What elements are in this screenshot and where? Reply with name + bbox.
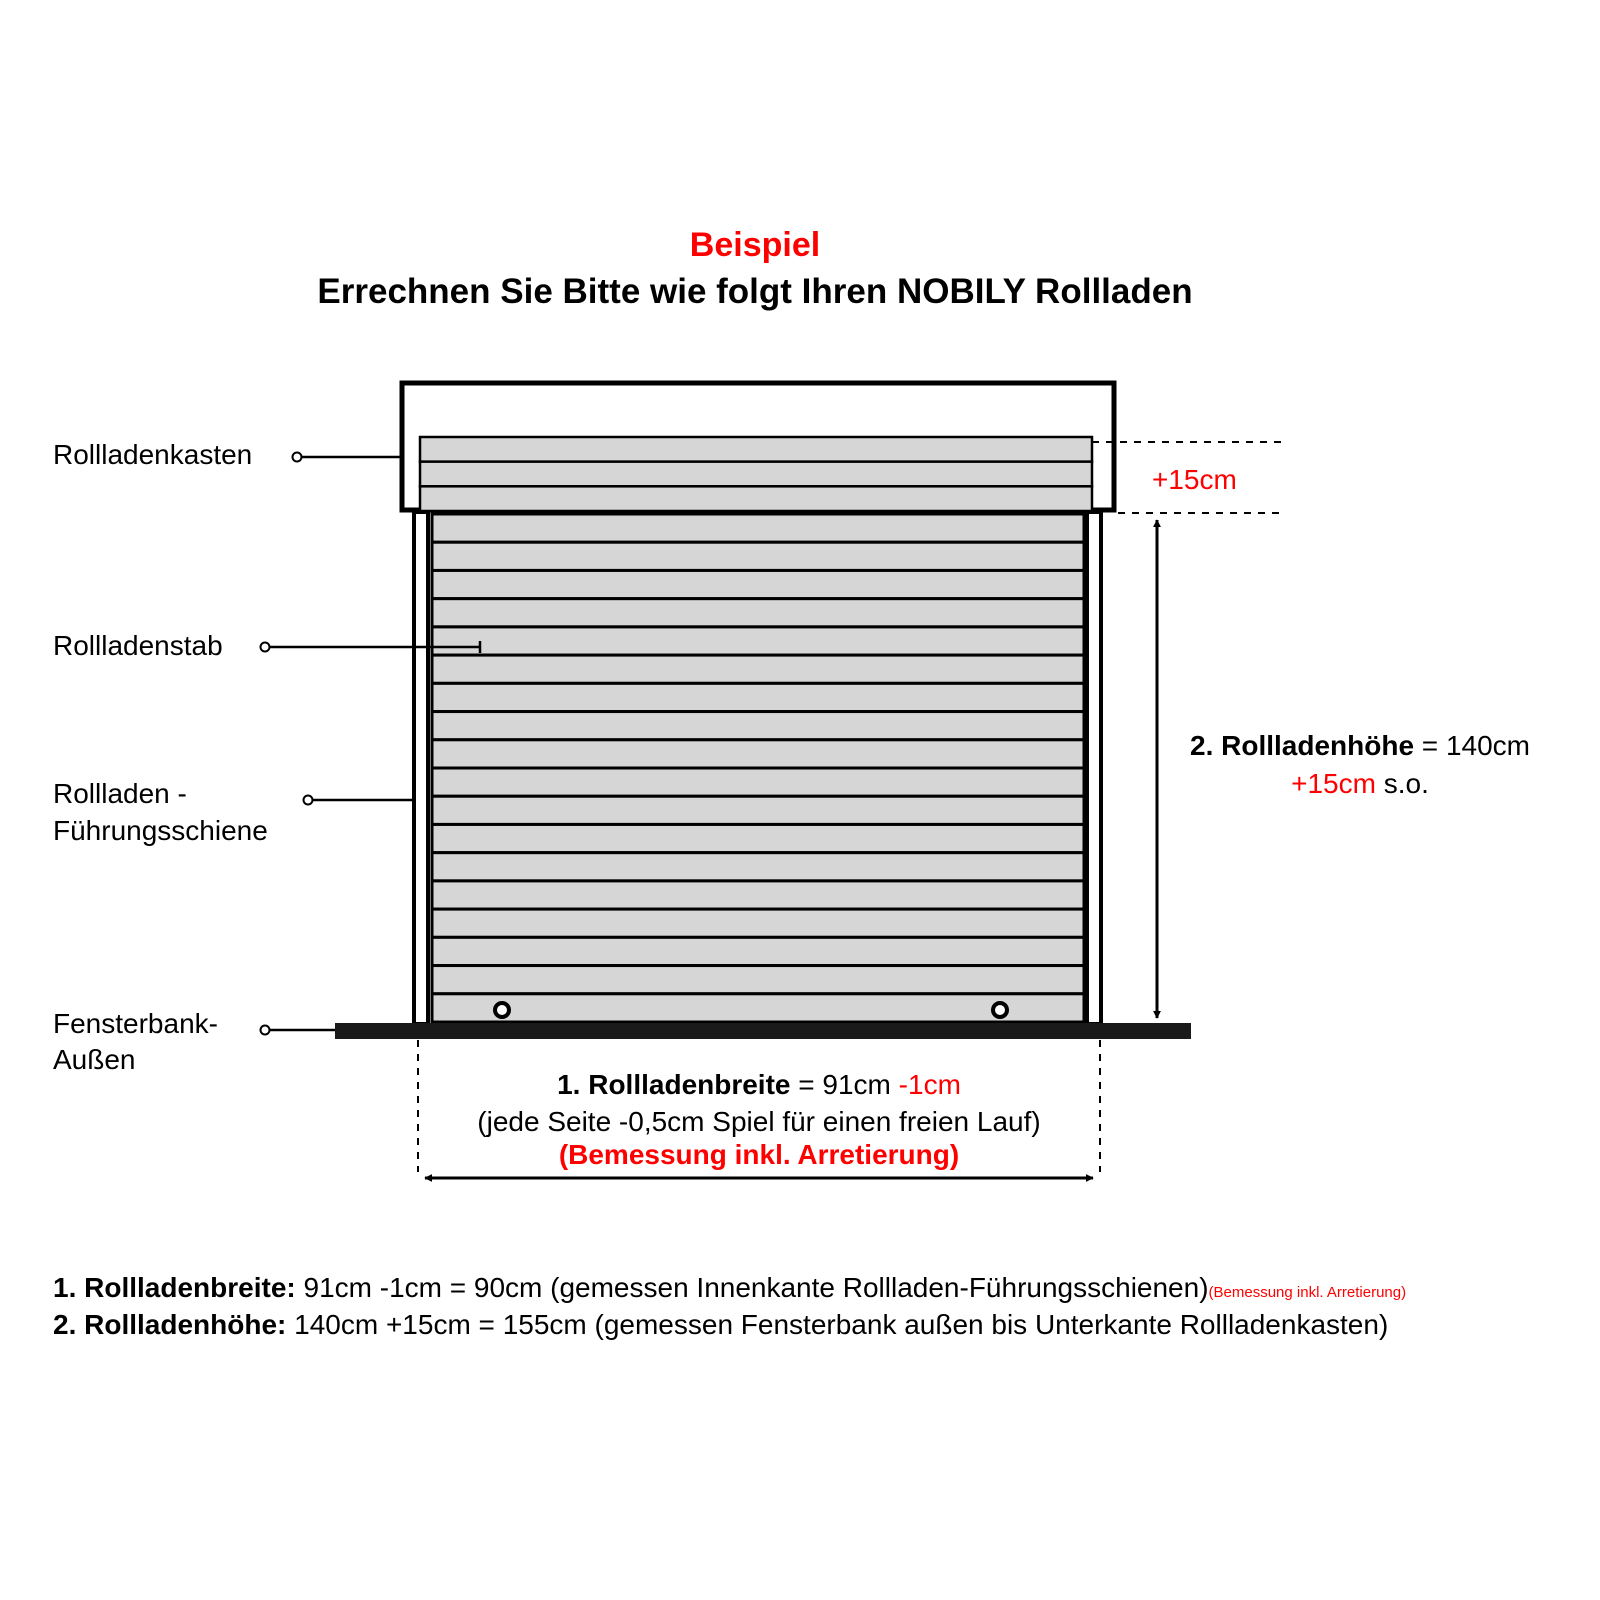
rollladenstab-slat [432,966,1084,994]
summary-2-title: 2. Rollladenhöhe: [53,1309,287,1340]
stopper-left-icon [495,1003,509,1017]
height-title: 2. Rollladenhöhe [1190,730,1415,761]
width-note-red: (Bemessung inkl. Arretierung) [558,1139,960,1170]
label-rollladenstab: Rollladenstab [53,630,223,661]
fensterbank-sill [335,1023,1191,1039]
rollladenstab-slat [432,712,1084,740]
rolled-slat [420,486,1092,511]
rollladenstab-slat [432,655,1084,683]
label-fuehrungsschiene-2: Führungsschiene [53,815,268,846]
rolled-slats [420,437,1092,511]
height-annotation [1150,728,1570,763]
rolled-slat [420,437,1092,462]
rollladenstab-slat [432,514,1084,542]
label-rollladenkasten: Rollladenkasten [53,439,253,470]
width-sub: -1cm [898,1069,961,1100]
rolled-slat [420,462,1092,487]
rollladenstab-slat [432,683,1084,711]
summary-2-text: 140cm +15cm = 155cm (gemessen Fensterbank außen bis Unterkante Rollladenkasten) [286,1309,1389,1340]
rollladenstab-slat [432,627,1084,655]
width-value: = 91cm [790,1069,899,1100]
rollladenstab-slat [432,570,1084,598]
page-title: Errechnen Sie Bitte wie folgt Ihren NOBILY Rollladen [317,272,1193,311]
title-beispiel: Beispiel [689,226,821,264]
box-dimension-label: +15cm [1152,464,1237,495]
rollladenstab-slat [432,881,1084,909]
rollladenstab-slat [432,909,1084,937]
rollladenstab-slat [432,740,1084,768]
label-fensterbank-2: Außen [53,1044,136,1075]
height-add: +15cm [1291,768,1376,799]
summary-1-title: 1. Rollladenbreite: [53,1272,296,1303]
rollladenstab-slat [432,937,1084,965]
width-annotation [418,1067,1100,1102]
summary-line-2 [53,1306,1388,1344]
width-note: (jede Seite -0,5cm Spiel für einen freien Lauf) [477,1106,1041,1137]
stopper-right-icon [993,1003,1007,1017]
rollladenstab-slat [432,796,1084,824]
guide-rail-right [1087,512,1101,1024]
rollladenstab-slat [432,542,1084,570]
rollladenstab-slat [432,599,1084,627]
height-annotation-line2 [1150,766,1570,801]
rollladenstab-slat [432,994,1084,1022]
label-fensterbank-1: Fensterbank- [53,1008,218,1039]
shutter-slats [432,514,1084,1022]
guide-rail-left [414,512,428,1024]
height-suffix: s.o. [1375,768,1429,799]
height-value: = 140cm [1414,730,1530,761]
summary-1-small: (Bemessung inkl. Arretierung) [1208,1284,1407,1301]
summary-1-text: 91cm -1cm = 90cm (gemessen Innenkante Rollladen-Führungsschienen) [295,1272,1209,1303]
label-fuehrungsschiene-1: Rollladen - [53,778,187,809]
width-title: 1. Rollladenbreite [557,1069,791,1100]
rollladenstab-slat [432,768,1084,796]
rollladenstab-slat [432,853,1084,881]
rollladenstab-slat [432,824,1084,852]
